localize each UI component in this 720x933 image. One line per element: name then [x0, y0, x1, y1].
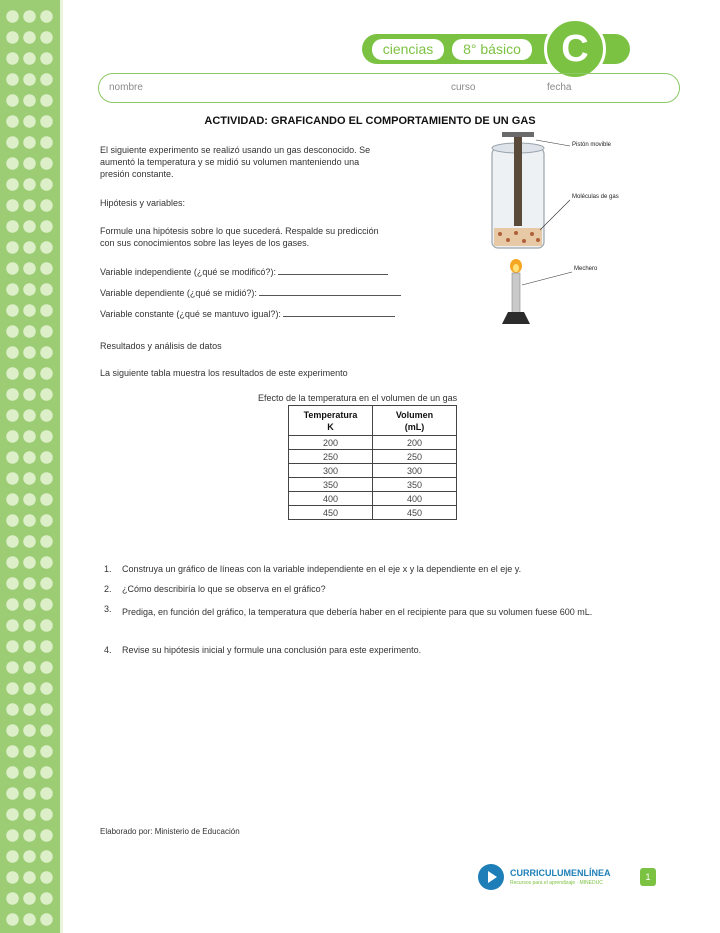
credit-line: Elaborado por: Ministerio de Educación	[100, 827, 240, 836]
independent-variable-blank[interactable]	[278, 266, 388, 275]
name-label: nombre	[109, 82, 143, 93]
results-table	[288, 405, 457, 520]
dependent-variable-label: Variable dependiente (¿qué se midió?):	[100, 288, 257, 298]
perforated-strip	[0, 0, 60, 933]
constant-variable-blank[interactable]	[283, 308, 395, 317]
dependent-variable-row	[100, 287, 401, 299]
independent-variable-row	[100, 266, 388, 278]
student-info-field[interactable]	[98, 73, 680, 103]
question-text: Construya un gráfico de líneas con la variable independiente en el eje x y la dependiente en el eje y.	[122, 564, 522, 574]
question-text: Revise su hipótesis inicial y formule una conclusión para este experimento.	[122, 645, 422, 655]
table-row	[289, 436, 457, 450]
page-number: 1	[640, 868, 656, 886]
table-cell: 350	[373, 478, 457, 492]
question-number: 2.	[104, 584, 112, 594]
table-cell: 350	[289, 478, 373, 492]
table-cell: 200	[289, 436, 373, 450]
header-badge	[362, 28, 632, 70]
table-cell: 250	[373, 450, 457, 464]
dependent-variable-blank[interactable]	[259, 287, 401, 296]
strip-dots	[4, 6, 56, 926]
intro-line: aumentó la temperatura y se midió su volumen manteniendo una	[100, 157, 360, 167]
table-row	[289, 478, 457, 492]
intro-line: presión constante.	[100, 169, 174, 179]
piston-label: Pistón movible	[572, 142, 612, 148]
table-header: Temperatura K	[289, 406, 373, 436]
table-cell: 400	[373, 492, 457, 506]
apparatus-illustration	[470, 130, 670, 335]
table-row	[289, 506, 457, 520]
play-icon	[478, 864, 504, 890]
question-item	[104, 602, 652, 634]
hypothesis-line: Formule una hipótesis sobre lo que sucederá. Respalde su predicción	[100, 226, 379, 236]
constant-variable-label: Variable constante (¿qué se mantuvo igual?):	[100, 309, 281, 319]
question-number: 3.	[104, 604, 112, 614]
logo-tagline: Recursos para el aprendizaje · MINEDUC	[510, 880, 603, 886]
question-number: 4.	[104, 645, 112, 655]
table-cell: 200	[373, 436, 457, 450]
logo-name: CURRICULUMENLÍNEA	[510, 868, 611, 878]
table-caption: Efecto de la temperatura en el volumen de un gas	[258, 393, 458, 403]
activity-title: ACTIVIDAD: GRAFICANDO EL COMPORTAMIENTO DE UN GAS	[204, 115, 536, 127]
burner-label: Mechero	[574, 266, 598, 272]
table-header: Volumen (mL)	[373, 406, 457, 436]
hypothesis-line: con sus conocimientos sobre las leyes de los gases.	[100, 238, 310, 248]
intro-paragraph	[100, 144, 475, 180]
strip-edge	[60, 0, 63, 933]
table-cell: 300	[373, 464, 457, 478]
question-number: 1.	[104, 564, 112, 574]
intro-line: El siguiente experimento se realizó usando un gas desconocido. Se	[100, 145, 371, 155]
table-row	[289, 492, 457, 506]
gas-cylinder-drawing	[470, 130, 670, 335]
subject-pill: ciencias	[372, 39, 444, 60]
question-text: Prediga, en función del gráfico, la temperatura que debería haber en el recipiente para que su volumen fuese 600 mL.	[122, 607, 593, 617]
table-cell: 450	[373, 506, 457, 520]
constant-variable-row	[100, 308, 395, 320]
table-cell: 300	[289, 464, 373, 478]
table-cell: 400	[289, 492, 373, 506]
question-item	[104, 582, 652, 598]
table-cell: 450	[289, 506, 373, 520]
table-row	[289, 450, 457, 464]
question-text: ¿Cómo describiría lo que se observa en el gráfico?	[122, 584, 326, 594]
independent-variable-label: Variable independiente (¿qué se modificó?):	[100, 267, 276, 277]
results-heading: Resultados y análisis de datos	[100, 341, 222, 351]
curriculum-logo[interactable]	[478, 862, 638, 894]
hypothesis-heading: Hipótesis y variables:	[100, 198, 186, 208]
question-item	[104, 643, 652, 659]
molecules-label: Moléculas de gas	[572, 194, 619, 200]
grade-pill: 8° básico	[452, 39, 532, 60]
table-row	[289, 464, 457, 478]
question-item	[104, 562, 652, 578]
date-label: fecha	[547, 82, 572, 93]
hypothesis-paragraph	[100, 225, 480, 249]
level-letter: C	[544, 18, 606, 80]
table-intro: La siguiente tabla muestra los resultados de este experimento	[100, 368, 348, 378]
course-label: curso	[451, 82, 476, 93]
table-cell: 250	[289, 450, 373, 464]
